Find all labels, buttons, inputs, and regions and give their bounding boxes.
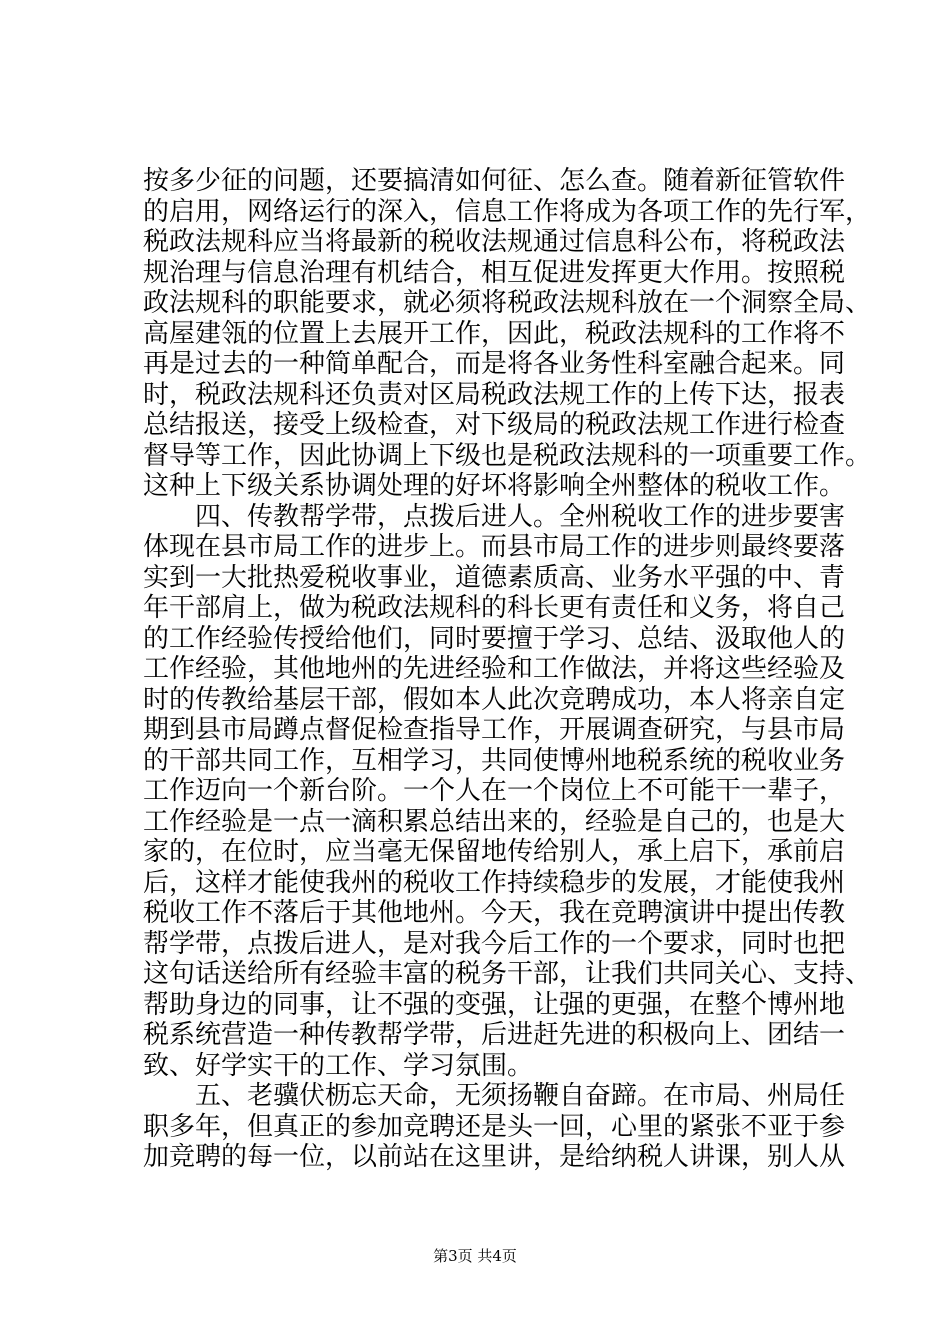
text-line: 高屋建瓴的位置上去展开工作，因此，税政法规科的工作将不 bbox=[143, 318, 846, 349]
text-line: 帮助身边的同事，让不强的变强，让强的更强，在整个博州地 bbox=[143, 989, 846, 1020]
text-line: 工作迈向一个新台阶。一个人在一个岗位上不可能干一辈子， bbox=[143, 776, 846, 806]
text-line: 这句话送给所有经验丰富的税务干部，让我们共同关心、支持、 bbox=[143, 959, 872, 989]
text-line: 实到一大批热爱税收事业，道德素质高、业务水平强的中、青 bbox=[143, 562, 846, 593]
text-line: 时的传教给基层干部，假如本人此次竞聘成功，本人将亲自定 bbox=[143, 684, 846, 715]
text-line: 职多年，但真正的参加竞聘还是头一回，心里的紧张不亚于参 bbox=[143, 1111, 846, 1142]
section-four-line: 四、传教帮学带，点拨后进人。全州税收工作的进步要害 bbox=[143, 501, 846, 532]
text-line: 按多少征的问题，还要搞清如何征、怎么查。随着新征管软件 bbox=[143, 166, 846, 196]
text-line: 体现在县市局工作的进步上。而县市局工作的进步则最终要落 bbox=[143, 532, 846, 562]
text-line: 的工作经验传授给他们，同时要擅于学习、总结、汲取他人的 bbox=[143, 623, 846, 654]
text-line: 税收工作不落后于其他地州。今天，我在竞聘演讲中提出传教 bbox=[143, 898, 846, 928]
text-line: 工作经验，其他地州的先进经验和工作做法，并将这些经验及 bbox=[143, 654, 846, 684]
text-line: 规治理与信息治理有机结合，相互促进发挥更大作用。按照税 bbox=[143, 257, 846, 288]
text-line: 总结报送，接受上级检查，对下级局的税政法规工作进行检查 bbox=[143, 410, 846, 440]
text-line: 督导等工作，因此协调上下级也是税政法规科的一项重要工作。 bbox=[143, 440, 872, 471]
text-line: 期到县市局蹲点督促检查指导工作，开展调查研究，与县市局 bbox=[143, 715, 846, 745]
text-line: 再是过去的一种简单配合，而是将各业务性科室融合起来。同 bbox=[143, 349, 846, 379]
text-line: 后，这样才能使我州的税收工作持续稳步的发展，才能使我州 bbox=[143, 867, 846, 898]
text-line: 的启用，网络运行的深入，信息工作将成为各项工作的先行军， bbox=[143, 196, 872, 227]
text-line: 加竞聘的每一位，以前站在这里讲，是给纳税人讲课，别人从 bbox=[143, 1142, 846, 1172]
body-text bbox=[143, 166, 872, 1173]
text-line: 这种上下级关系协调处理的好坏将影响全州整体的税收工作。 bbox=[143, 471, 846, 501]
text-line: 税系统营造一种传教帮学带，后进赶先进的积极向上、团结一 bbox=[143, 1020, 846, 1050]
text-line: 年干部肩上，做为税政法规科的科长更有责任和义务，将自己 bbox=[143, 593, 846, 623]
text-line: 政法规科的职能要求，就必须将税政法规科放在一个洞察全局、 bbox=[143, 288, 872, 318]
text-line: 时，税政法规科还负责对区局税政法规工作的上传下达，报表 bbox=[143, 379, 846, 410]
page-footer: 第3页 共4页 bbox=[433, 1247, 517, 1265]
text-line: 致、好学实干的工作、学习氛围。 bbox=[143, 1050, 534, 1081]
section-five-line: 五、老骥伏枥忘天命，无须扬鞭自奋蹄。在市局、州局任 bbox=[143, 1081, 846, 1111]
text-line: 帮学带，点拨后进人，是对我今后工作的一个要求，同时也把 bbox=[143, 928, 846, 959]
text-line: 的干部共同工作，互相学习，共同使博州地税系统的税收业务 bbox=[143, 745, 846, 776]
text-line: 工作经验是一点一滴积累总结出来的，经验是自己的，也是大 bbox=[143, 806, 846, 837]
text-line: 家的，在位时，应当毫无保留地传给别人，承上启下，承前启 bbox=[143, 837, 846, 867]
text-line: 税政法规科应当将最新的税收法规通过信息科公布，将税政法 bbox=[143, 227, 846, 257]
